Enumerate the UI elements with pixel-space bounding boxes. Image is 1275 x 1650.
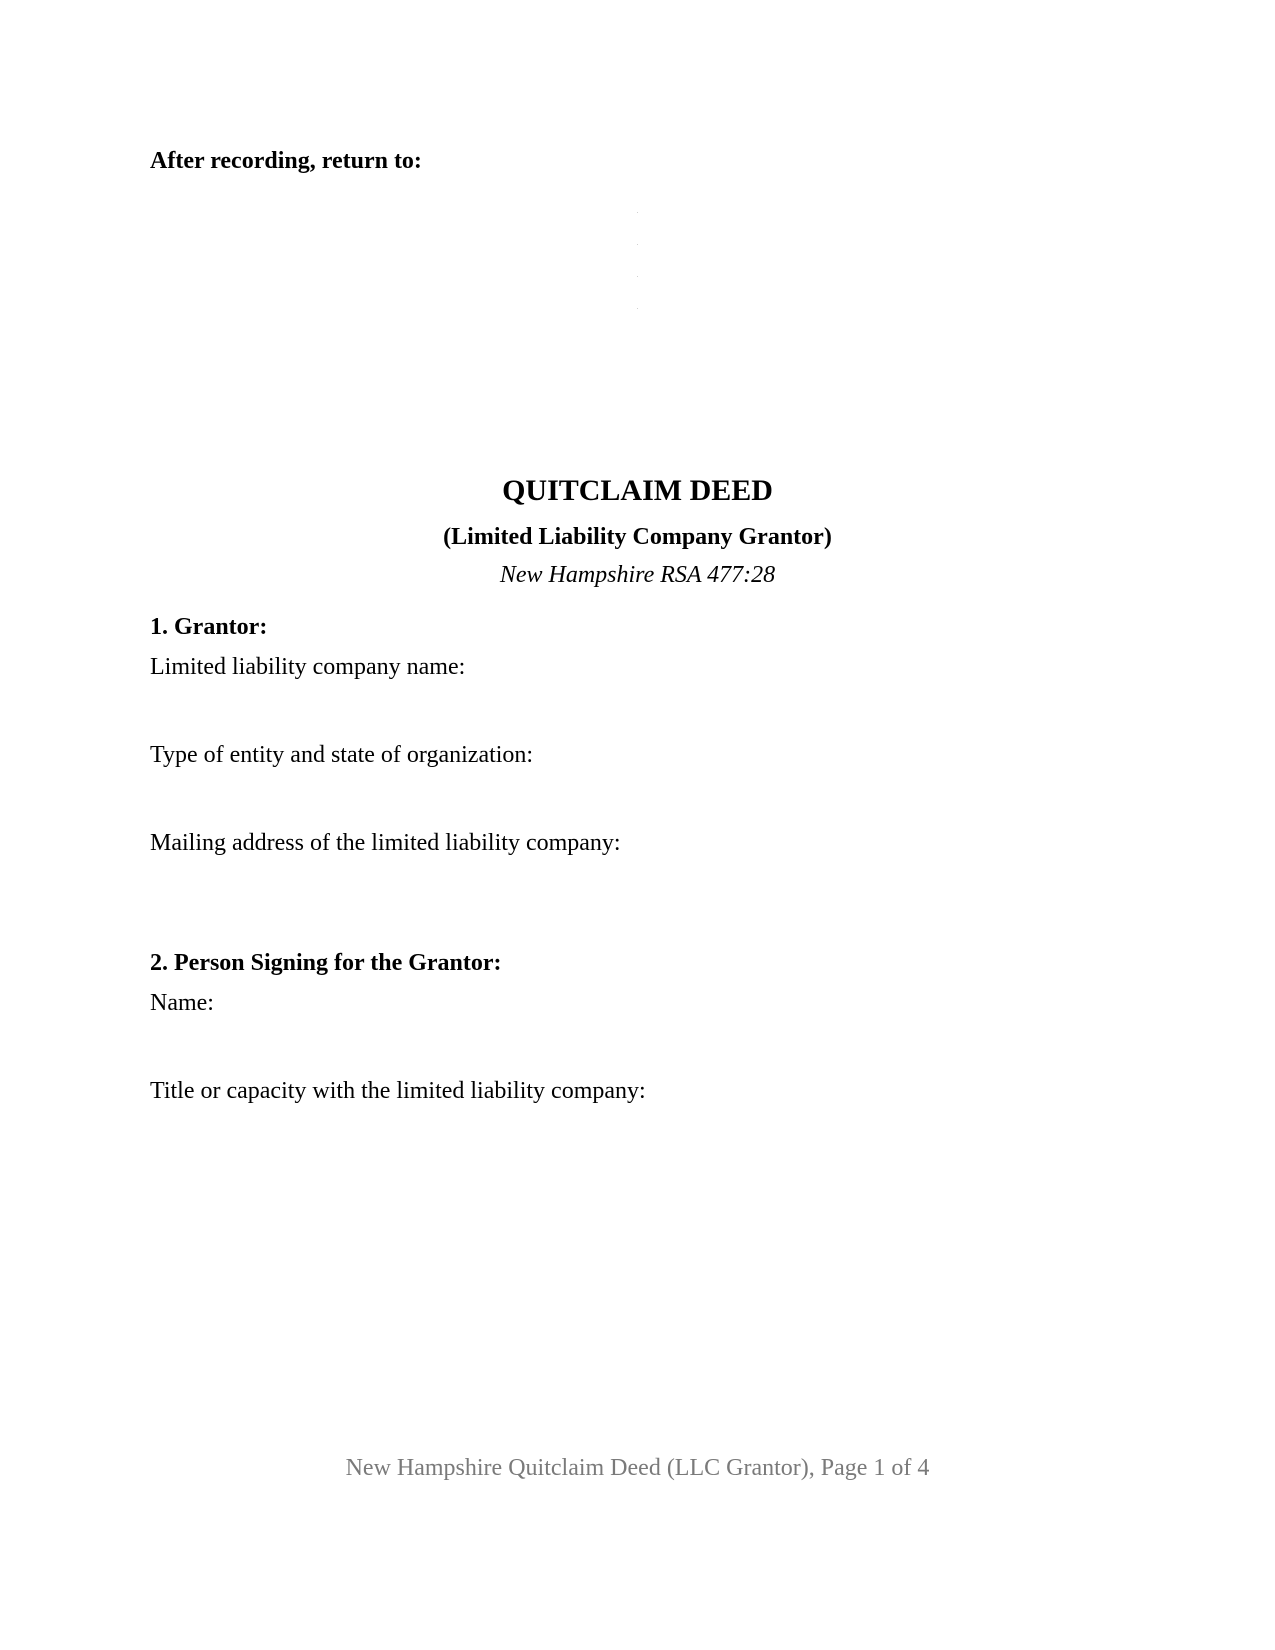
signer-heading: 2. Person Signing for the Grantor:: [150, 950, 502, 976]
signer-name-field-label: Name:: [150, 990, 214, 1016]
entity-type-field-label: Type of entity and state of organization:: [150, 742, 534, 768]
mailing-address-field-label: Mailing address of the limited liability company:: [150, 830, 621, 856]
recording-area-marks: [637, 212, 641, 340]
statute-reference: New Hampshire RSA 477:28: [499, 562, 776, 588]
document-subtitle: (Limited Liability Company Grantor): [443, 524, 832, 550]
recording-mark: [637, 276, 638, 277]
recording-mark: [637, 212, 638, 213]
document-title: QUITCLAIM DEED: [502, 474, 773, 507]
recording-mark: [637, 244, 638, 245]
company-name-field-label: Limited liability company name:: [150, 654, 466, 680]
page-footer: New Hampshire Quitclaim Deed (LLC Grantor), Page 1 of 4: [345, 1455, 930, 1481]
signer-title-field-label: Title or capacity with the limited liability company:: [150, 1078, 646, 1104]
return-to-label: After recording, return to:: [150, 148, 422, 174]
grantor-heading: 1. Grantor:: [150, 614, 268, 640]
recording-mark: [637, 308, 638, 309]
